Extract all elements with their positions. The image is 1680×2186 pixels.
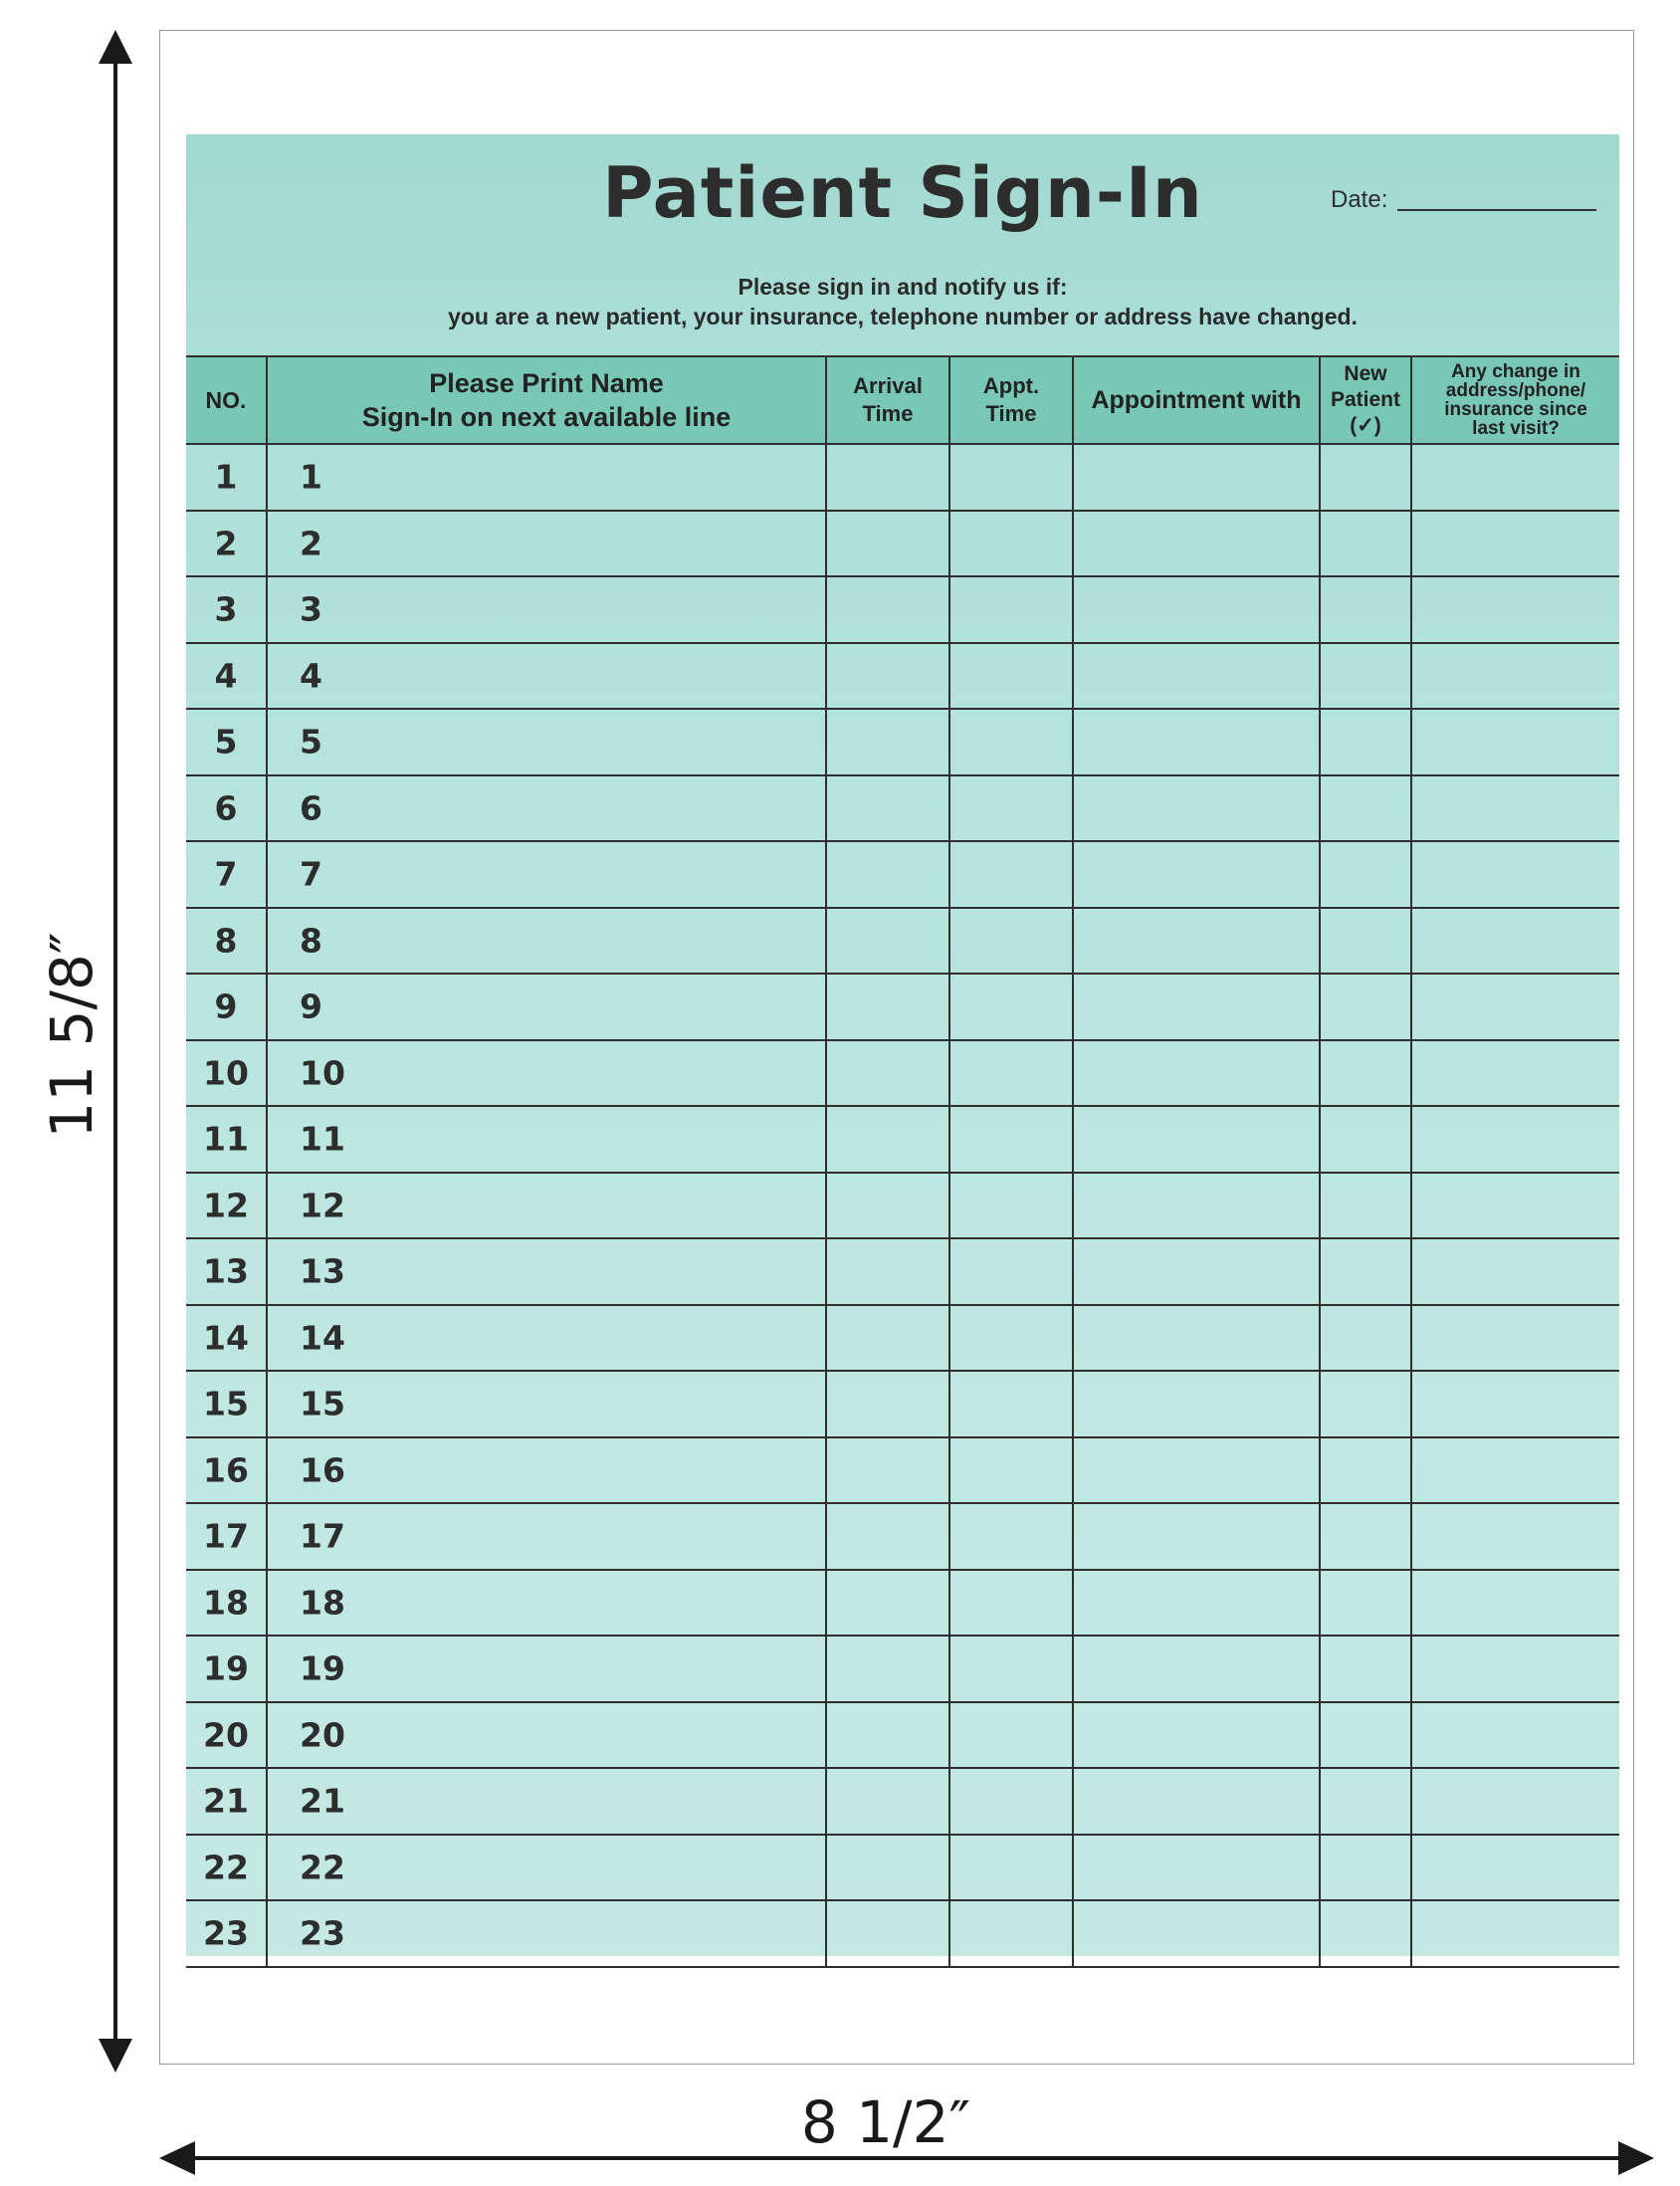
cell-appointment-with[interactable] bbox=[1074, 842, 1321, 907]
cell-no bbox=[186, 1306, 268, 1371]
table-row bbox=[186, 577, 1619, 644]
cell-any-change[interactable] bbox=[1412, 1637, 1619, 1701]
cell-arrival-time[interactable] bbox=[827, 1372, 950, 1436]
row-number: 15 bbox=[203, 1384, 249, 1423]
cell-name[interactable] bbox=[268, 1637, 827, 1701]
cell-arrival-time[interactable] bbox=[827, 710, 950, 774]
cell-appt-time[interactable] bbox=[950, 776, 1074, 841]
cell-new-patient[interactable] bbox=[1321, 1901, 1412, 1966]
cell-any-change[interactable] bbox=[1412, 776, 1619, 841]
cell-appointment-with[interactable] bbox=[1074, 1703, 1321, 1768]
name-line-number: 9 bbox=[300, 986, 322, 1026]
cell-no bbox=[186, 1041, 268, 1106]
cell-new-patient[interactable] bbox=[1321, 644, 1412, 709]
cell-new-patient[interactable] bbox=[1321, 1703, 1412, 1768]
cell-no bbox=[186, 909, 268, 974]
cell-arrival-time[interactable] bbox=[827, 909, 950, 974]
row-number: 11 bbox=[203, 1119, 249, 1159]
row-number: 5 bbox=[214, 722, 238, 762]
cell-arrival-time[interactable] bbox=[827, 512, 950, 576]
cell-new-patient[interactable] bbox=[1321, 577, 1412, 642]
cell-no bbox=[186, 975, 268, 1039]
name-line-number: 13 bbox=[300, 1251, 345, 1291]
cell-appointment-with[interactable] bbox=[1074, 1372, 1321, 1436]
cell-no bbox=[186, 644, 268, 709]
cell-new-patient[interactable] bbox=[1321, 1637, 1412, 1701]
cell-appt-time[interactable] bbox=[950, 1239, 1074, 1304]
table-row bbox=[186, 1239, 1619, 1306]
col-header-new-line-2: Patient bbox=[1330, 388, 1400, 411]
cell-appointment-with[interactable] bbox=[1074, 1637, 1321, 1701]
cell-arrival-time[interactable] bbox=[827, 1769, 950, 1834]
cell-arrival-time[interactable] bbox=[827, 1571, 950, 1636]
col-header-appt-line-2: Time bbox=[985, 401, 1037, 426]
name-line-number: 3 bbox=[300, 589, 322, 629]
cell-any-change[interactable] bbox=[1412, 1306, 1619, 1371]
cell-appointment-with[interactable] bbox=[1074, 1504, 1321, 1569]
table-body bbox=[186, 445, 1619, 1968]
col-header-change-line-1: Any change in bbox=[1451, 361, 1580, 382]
table-row bbox=[186, 975, 1619, 1041]
cell-new-patient[interactable] bbox=[1321, 1107, 1412, 1172]
cell-arrival-time[interactable] bbox=[827, 1239, 950, 1304]
cell-appt-time[interactable] bbox=[950, 1571, 1074, 1636]
height-dimension-arrow bbox=[113, 36, 117, 2067]
cell-new-patient[interactable] bbox=[1321, 909, 1412, 974]
table-row bbox=[186, 1901, 1619, 1968]
table-row bbox=[186, 1504, 1619, 1571]
form-header bbox=[186, 134, 1619, 355]
row-number: 21 bbox=[203, 1781, 249, 1821]
row-number: 19 bbox=[203, 1648, 249, 1688]
name-line-number: 18 bbox=[300, 1583, 345, 1623]
table-row bbox=[186, 1571, 1619, 1638]
cell-any-change[interactable] bbox=[1412, 1107, 1619, 1172]
cell-new-patient[interactable] bbox=[1321, 1372, 1412, 1436]
cell-appointment-with[interactable] bbox=[1074, 1107, 1321, 1172]
cell-appointment-with[interactable] bbox=[1074, 1041, 1321, 1106]
name-line-number: 12 bbox=[300, 1186, 345, 1225]
table-row bbox=[186, 1703, 1619, 1770]
table-header bbox=[186, 355, 1619, 445]
cell-arrival-time[interactable] bbox=[827, 1306, 950, 1371]
name-line-number: 6 bbox=[300, 788, 322, 828]
col-header-new-line-1: New bbox=[1344, 362, 1387, 385]
sign-in-table bbox=[186, 355, 1619, 1968]
cell-any-change[interactable] bbox=[1412, 1438, 1619, 1503]
cell-name[interactable] bbox=[268, 1901, 827, 1966]
cell-arrival-time[interactable] bbox=[827, 1438, 950, 1503]
cell-name[interactable] bbox=[268, 1239, 827, 1304]
cell-appt-time[interactable] bbox=[950, 975, 1074, 1039]
cell-no bbox=[186, 445, 268, 510]
cell-name[interactable] bbox=[268, 1769, 827, 1834]
table-row bbox=[186, 1306, 1619, 1373]
cell-appt-time[interactable] bbox=[950, 1637, 1074, 1701]
cell-name[interactable] bbox=[268, 1107, 827, 1172]
row-number: 2 bbox=[214, 524, 238, 563]
cell-name[interactable] bbox=[268, 975, 827, 1039]
cell-no bbox=[186, 1239, 268, 1304]
cell-appt-time[interactable] bbox=[950, 644, 1074, 709]
row-number: 16 bbox=[203, 1450, 249, 1490]
cell-arrival-time[interactable] bbox=[827, 842, 950, 907]
name-line-number: 23 bbox=[300, 1913, 345, 1953]
col-header-change-line-2: address/phone/ bbox=[1445, 380, 1586, 401]
col-header-no: NO. bbox=[186, 357, 268, 443]
notice-text bbox=[186, 272, 1619, 331]
cell-name[interactable] bbox=[268, 577, 827, 642]
cell-no bbox=[186, 1637, 268, 1701]
col-header-name bbox=[268, 357, 827, 443]
cell-appt-time[interactable] bbox=[950, 1107, 1074, 1172]
table-row bbox=[186, 1637, 1619, 1703]
width-dimension-arrow bbox=[175, 2156, 1638, 2160]
cell-no bbox=[186, 1504, 268, 1569]
name-line-number: 16 bbox=[300, 1450, 345, 1490]
cell-appointment-with[interactable] bbox=[1074, 1306, 1321, 1371]
cell-name[interactable] bbox=[268, 710, 827, 774]
table-row bbox=[186, 644, 1619, 711]
cell-no bbox=[186, 1571, 268, 1636]
cell-any-change[interactable] bbox=[1412, 842, 1619, 907]
cell-new-patient[interactable] bbox=[1321, 842, 1412, 907]
cell-appt-time[interactable] bbox=[950, 1306, 1074, 1371]
cell-no bbox=[186, 1174, 268, 1238]
cell-new-patient[interactable] bbox=[1321, 445, 1412, 510]
cell-name[interactable] bbox=[268, 776, 827, 841]
name-line-number: 5 bbox=[300, 722, 322, 762]
col-header-change-line-3: insurance since bbox=[1444, 399, 1587, 420]
col-header-name-line-2: Sign-In on next available line bbox=[361, 402, 732, 432]
name-line-number: 11 bbox=[300, 1119, 345, 1159]
cell-any-change[interactable] bbox=[1412, 1041, 1619, 1106]
cell-no bbox=[186, 1836, 268, 1900]
cell-new-patient[interactable] bbox=[1321, 1239, 1412, 1304]
name-line-number: 14 bbox=[300, 1318, 345, 1358]
cell-arrival-time[interactable] bbox=[827, 1637, 950, 1701]
cell-new-patient[interactable] bbox=[1321, 776, 1412, 841]
row-number: 7 bbox=[214, 854, 238, 894]
cell-any-change[interactable] bbox=[1412, 1504, 1619, 1569]
row-number: 8 bbox=[214, 921, 238, 961]
cell-new-patient[interactable] bbox=[1321, 1769, 1412, 1834]
cell-name[interactable] bbox=[268, 1438, 827, 1503]
cell-no bbox=[186, 1107, 268, 1172]
col-header-name-line-1: Please Print Name bbox=[429, 368, 664, 398]
row-number: 6 bbox=[214, 788, 238, 828]
row-number: 18 bbox=[203, 1583, 249, 1623]
sign-in-form bbox=[186, 134, 1619, 1956]
cell-arrival-time[interactable] bbox=[827, 1504, 950, 1569]
cell-arrival-time[interactable] bbox=[827, 1836, 950, 1900]
row-number: 9 bbox=[214, 986, 238, 1026]
cell-appointment-with[interactable] bbox=[1074, 1769, 1321, 1834]
row-number: 14 bbox=[203, 1318, 249, 1358]
col-header-appointment-with: Appointment with bbox=[1074, 357, 1321, 443]
col-header-arrival-time bbox=[827, 357, 950, 443]
cell-any-change[interactable] bbox=[1412, 975, 1619, 1039]
name-line-number: 2 bbox=[300, 524, 322, 563]
cell-arrival-time[interactable] bbox=[827, 1901, 950, 1966]
date-label: Date: bbox=[1331, 186, 1388, 213]
cell-appt-time[interactable] bbox=[950, 1372, 1074, 1436]
cell-no bbox=[186, 1769, 268, 1834]
table-row bbox=[186, 1438, 1619, 1505]
col-header-appt-line-1: Appt. bbox=[982, 373, 1040, 398]
date-field[interactable] bbox=[1331, 186, 1596, 214]
name-line-number: 20 bbox=[300, 1715, 345, 1755]
cell-arrival-time[interactable] bbox=[827, 577, 950, 642]
cell-no bbox=[186, 512, 268, 576]
row-number: 20 bbox=[203, 1715, 249, 1755]
row-number: 10 bbox=[203, 1053, 249, 1093]
table-row bbox=[186, 1174, 1619, 1240]
table-row bbox=[186, 909, 1619, 976]
notice-line-1: Please sign in and notify us if: bbox=[737, 274, 1068, 300]
name-line-number: 1 bbox=[300, 457, 322, 497]
row-number: 23 bbox=[203, 1913, 249, 1953]
name-line-number: 15 bbox=[300, 1384, 345, 1423]
cell-appt-time[interactable] bbox=[950, 710, 1074, 774]
table-row bbox=[186, 842, 1619, 909]
cell-appt-time[interactable] bbox=[950, 1504, 1074, 1569]
col-header-appt-time bbox=[950, 357, 1074, 443]
cell-appt-time[interactable] bbox=[950, 1041, 1074, 1106]
cell-name[interactable] bbox=[268, 512, 827, 576]
cell-appt-time[interactable] bbox=[950, 909, 1074, 974]
cell-any-change[interactable] bbox=[1412, 1901, 1619, 1966]
cell-new-patient[interactable] bbox=[1321, 1836, 1412, 1900]
cell-any-change[interactable] bbox=[1412, 1703, 1619, 1768]
cell-appt-time[interactable] bbox=[950, 1438, 1074, 1503]
cell-arrival-time[interactable] bbox=[827, 1041, 950, 1106]
cell-new-patient[interactable] bbox=[1321, 1174, 1412, 1238]
name-line-number: 8 bbox=[300, 921, 322, 961]
cell-name[interactable] bbox=[268, 909, 827, 974]
cell-no bbox=[186, 710, 268, 774]
cell-appt-time[interactable] bbox=[950, 1901, 1074, 1966]
name-line-number: 17 bbox=[300, 1516, 345, 1556]
cell-appointment-with[interactable] bbox=[1074, 776, 1321, 841]
cell-new-patient[interactable] bbox=[1321, 512, 1412, 576]
cell-appointment-with[interactable] bbox=[1074, 1901, 1321, 1966]
name-line-number: 21 bbox=[300, 1781, 345, 1821]
row-number: 13 bbox=[203, 1251, 249, 1291]
cell-no bbox=[186, 577, 268, 642]
table-row bbox=[186, 1107, 1619, 1174]
cell-appt-time[interactable] bbox=[950, 1174, 1074, 1238]
cell-appointment-with[interactable] bbox=[1074, 909, 1321, 974]
row-number: 17 bbox=[203, 1516, 249, 1556]
cell-new-patient[interactable] bbox=[1321, 975, 1412, 1039]
cell-name[interactable] bbox=[268, 1836, 827, 1900]
cell-name[interactable] bbox=[268, 1174, 827, 1238]
cell-no bbox=[186, 1703, 268, 1768]
cell-any-change[interactable] bbox=[1412, 1372, 1619, 1436]
row-number: 4 bbox=[214, 656, 238, 696]
cell-appointment-with[interactable] bbox=[1074, 1438, 1321, 1503]
cell-appt-time[interactable] bbox=[950, 1836, 1074, 1900]
cell-name[interactable] bbox=[268, 1571, 827, 1636]
name-line-number: 22 bbox=[300, 1848, 345, 1887]
cell-no bbox=[186, 842, 268, 907]
cell-name[interactable] bbox=[268, 1041, 827, 1106]
cell-appointment-with[interactable] bbox=[1074, 1174, 1321, 1238]
row-number: 1 bbox=[214, 457, 238, 497]
cell-no bbox=[186, 1438, 268, 1503]
cell-no bbox=[186, 1372, 268, 1436]
col-header-change-line-4: last visit? bbox=[1472, 418, 1560, 439]
cell-any-change[interactable] bbox=[1412, 1769, 1619, 1834]
cell-arrival-time[interactable] bbox=[827, 975, 950, 1039]
cell-new-patient[interactable] bbox=[1321, 1504, 1412, 1569]
table-row bbox=[186, 512, 1619, 578]
cell-appointment-with[interactable] bbox=[1074, 512, 1321, 576]
cell-appt-time[interactable] bbox=[950, 1769, 1074, 1834]
cell-no bbox=[186, 776, 268, 841]
table-row bbox=[186, 445, 1619, 512]
cell-appt-time[interactable] bbox=[950, 842, 1074, 907]
col-header-arrival-line-2: Time bbox=[862, 401, 914, 426]
cell-appt-time[interactable] bbox=[950, 1703, 1074, 1768]
height-dimension-label: 11 5/8″ bbox=[38, 932, 105, 1139]
cell-any-change[interactable] bbox=[1412, 512, 1619, 576]
date-blank-line[interactable] bbox=[1397, 209, 1596, 211]
cell-arrival-time[interactable] bbox=[827, 445, 950, 510]
cell-any-change[interactable] bbox=[1412, 644, 1619, 709]
form-title: Patient Sign-In bbox=[602, 152, 1203, 234]
cell-any-change[interactable] bbox=[1412, 1836, 1619, 1900]
cell-new-patient[interactable] bbox=[1321, 710, 1412, 774]
cell-name[interactable] bbox=[268, 1372, 827, 1436]
col-header-arrival-line-1: Arrival bbox=[853, 373, 923, 398]
cell-any-change[interactable] bbox=[1412, 909, 1619, 974]
table-row bbox=[186, 1041, 1619, 1108]
table-row bbox=[186, 776, 1619, 843]
cell-name[interactable] bbox=[268, 1504, 827, 1569]
cell-appt-time[interactable] bbox=[950, 445, 1074, 510]
cell-appointment-with[interactable] bbox=[1074, 710, 1321, 774]
cell-appointment-with[interactable] bbox=[1074, 1239, 1321, 1304]
cell-new-patient[interactable] bbox=[1321, 1438, 1412, 1503]
cell-name[interactable] bbox=[268, 842, 827, 907]
col-header-any-change bbox=[1412, 357, 1619, 443]
cell-arrival-time[interactable] bbox=[827, 1703, 950, 1768]
cell-appointment-with[interactable] bbox=[1074, 1836, 1321, 1900]
row-number: 22 bbox=[203, 1848, 249, 1887]
table-row bbox=[186, 1769, 1619, 1836]
cell-appointment-with[interactable] bbox=[1074, 577, 1321, 642]
table-row bbox=[186, 710, 1619, 776]
cell-no bbox=[186, 1901, 268, 1966]
col-header-new-patient bbox=[1321, 357, 1412, 443]
cell-appointment-with[interactable] bbox=[1074, 975, 1321, 1039]
cell-arrival-time[interactable] bbox=[827, 776, 950, 841]
row-number: 3 bbox=[214, 589, 238, 629]
cell-any-change[interactable] bbox=[1412, 1174, 1619, 1238]
cell-appointment-with[interactable] bbox=[1074, 445, 1321, 510]
width-dimension-label: 8 1/2″ bbox=[800, 2088, 971, 2156]
cell-name[interactable] bbox=[268, 644, 827, 709]
table-row bbox=[186, 1836, 1619, 1902]
cell-any-change[interactable] bbox=[1412, 577, 1619, 642]
cell-appt-time[interactable] bbox=[950, 512, 1074, 576]
table-row bbox=[186, 1372, 1619, 1438]
cell-new-patient[interactable] bbox=[1321, 1041, 1412, 1106]
name-line-number: 7 bbox=[300, 854, 322, 894]
col-header-new-line-3: (✓) bbox=[1350, 414, 1381, 437]
name-line-number: 4 bbox=[300, 656, 322, 696]
notice-line-2: you are a new patient, your insurance, telephone number or address have changed. bbox=[448, 304, 1358, 329]
cell-arrival-time[interactable] bbox=[827, 1174, 950, 1238]
cell-appointment-with[interactable] bbox=[1074, 644, 1321, 709]
cell-arrival-time[interactable] bbox=[827, 1107, 950, 1172]
cell-name[interactable] bbox=[268, 445, 827, 510]
cell-appt-time[interactable] bbox=[950, 577, 1074, 642]
cell-name[interactable] bbox=[268, 1703, 827, 1768]
cell-new-patient[interactable] bbox=[1321, 1306, 1412, 1371]
cell-new-patient[interactable] bbox=[1321, 1571, 1412, 1636]
cell-any-change[interactable] bbox=[1412, 710, 1619, 774]
row-number: 12 bbox=[203, 1186, 249, 1225]
cell-any-change[interactable] bbox=[1412, 1239, 1619, 1304]
name-line-number: 19 bbox=[300, 1648, 345, 1688]
cell-name[interactable] bbox=[268, 1306, 827, 1371]
cell-arrival-time[interactable] bbox=[827, 644, 950, 709]
name-line-number: 10 bbox=[300, 1053, 345, 1093]
cell-any-change[interactable] bbox=[1412, 445, 1619, 510]
cell-any-change[interactable] bbox=[1412, 1571, 1619, 1636]
cell-appointment-with[interactable] bbox=[1074, 1571, 1321, 1636]
